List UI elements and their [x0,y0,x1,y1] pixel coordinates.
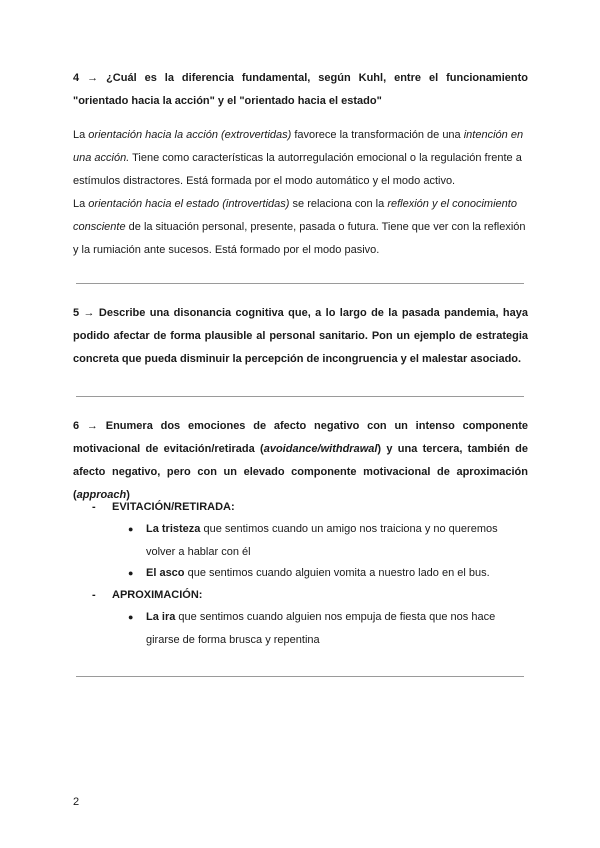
text-run: La [73,198,89,210]
answer-4-paragraph-1 [73,124,528,193]
question-4-number: 4 → [73,72,99,84]
list-item-text [146,562,528,585]
text-run: Tiene como características la autorregulación emocional o la regulación frente a estímulos distractores. Está formada por el modo automático y el modo activo. [73,152,522,187]
text-run: se relaciona con la [289,198,388,210]
divider [76,283,524,284]
list-item [128,562,528,585]
question-6 [73,415,528,507]
question-4-text: ¿Cuál es la diferencia fundamental, según Kuhl, entre el funcionamiento "orientado hacia la acción" y el "orientado hacia el estado" [73,72,528,107]
italic-term: orientación hacia el estado (introvertidas) [88,198,290,210]
text-run: La [73,129,89,141]
question-5-text: Describe una disonancia cognitiva que, a lo largo de la pasada pandemia, haya podido afectar de forma plausible al personal sanitario. Pon un ejemplo de estrategia concreta que pueda disminuir la percepción de incongruencia y el malestar asociado. [73,307,528,365]
answer-4 [73,124,528,262]
text-run: de la situación personal, presente, pasada o futura. Tiene que ver con la reflexión y la rumiación ante sucesos. Está formado por el modo pasivo. [73,221,526,256]
divider [76,676,524,677]
italic-term: avoidance/withdrawal [263,443,378,455]
page-number: 2 [73,796,80,808]
text-run: que sentimos cuando alguien vomita a nuestro lado en el bus. [184,567,490,579]
bullet-icon: ● [128,568,134,578]
emotion-name: El asco [146,567,185,579]
italic-term: intención en una acción. [73,129,524,164]
text-run: ) [126,489,130,501]
text-run: Enumera dos emociones de afecto negativo con un intenso componente motivacional de evitación/retirada ( [73,420,528,455]
bullet-icon: ● [128,612,134,622]
text-run: favorece la transformación de una [291,129,464,141]
italic-term: approach [76,489,127,501]
dash-marker: - [92,589,96,601]
italic-term: reflexión y el conocimiento consciente [73,198,517,233]
text-run: que sentimos cuando un amigo nos traiciona y no queremos volver a hablar con él [146,523,498,558]
question-6-number: 6 → [73,420,98,432]
group-aproximacion [92,584,202,607]
emotion-name: La tristeza [146,523,201,535]
dash-marker: - [92,501,96,513]
emotion-name: La ira [146,611,176,623]
list-item-text [146,518,528,564]
text-run: ) y una tercera, también de afecto negativo, pero con un elevado componente motivacional de aproximación ( [73,443,528,501]
divider [76,396,524,397]
italic-term: orientación hacia la acción (extrovertidas) [88,129,292,141]
question-5-number: 5 → [73,307,95,319]
text-run: que sentimos cuando alguien nos empuja de fiesta que nos hace girarse de forma brusca y repentina [146,611,496,646]
group-evitacion [92,496,235,519]
list-item [128,518,528,564]
question-5 [73,302,528,371]
answer-4-paragraph-2 [73,193,528,262]
bullet-icon: ● [128,524,134,534]
group-label: EVITACIÓN/RETIRADA: [112,501,235,513]
question-6-text [73,420,528,501]
group-label: APROXIMACIÓN: [112,589,203,601]
list-item [128,606,528,652]
question-4 [73,67,528,113]
list-item-text [146,606,528,652]
